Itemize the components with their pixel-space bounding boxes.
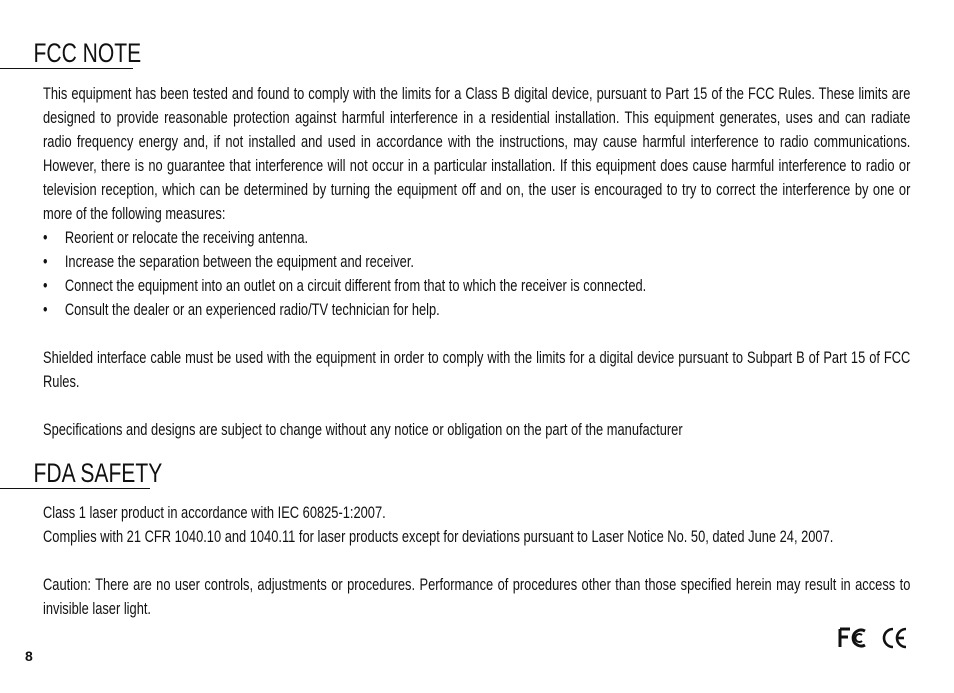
specifications-paragraph: Specifications and designs are subject to change without any notice or obligation on the part of the manufacturer — [43, 421, 683, 439]
laser-class-line: Class 1 laser product in accordance with IEC 60825-1:2007. — [43, 504, 386, 522]
ce-mark-icon — [880, 626, 908, 655]
page-number: 8 — [25, 648, 33, 664]
list-item: • Increase the separation between the equipment and receiver. — [43, 250, 910, 274]
fda-body — [43, 501, 910, 621]
fcc-body — [43, 82, 910, 442]
fda-heading-rule — [0, 458, 163, 489]
shielded-cable-paragraph: Shielded interface cable must be used with the equipment in order to comply with the limits for a digital device pursuant to Subpart B of Part 15 of FCC Rules. — [43, 349, 911, 391]
fcc-logo-icon — [838, 626, 868, 655]
compliance-marks — [838, 626, 908, 655]
caution-paragraph: Caution: There are no user controls, adjustments or procedures. Performance of procedures other than those specified herein may result in access to invisible laser light. — [43, 576, 911, 618]
fda-heading: FDA SAFETY — [33, 458, 163, 488]
fcc-heading: FCC NOTE — [33, 38, 142, 68]
fcc-measures-list — [43, 226, 910, 322]
cfr-compliance-line: Complies with 21 CFR 1040.10 and 1040.11 for laser products except for deviations pursuant to Laser Notice No. 50, dated June 24, 2007. — [43, 528, 834, 546]
list-item: • Reorient or relocate the receiving antenna. — [43, 226, 910, 250]
list-item: • Connect the equipment into an outlet on a circuit different from that to which the receiver is connected. — [43, 274, 910, 298]
list-item: • Consult the dealer or an experienced radio/TV technician for help. — [43, 298, 910, 322]
fcc-heading-rule — [0, 38, 142, 69]
fcc-intro-paragraph: This equipment has been tested and found to comply with the limits for a Class B digital device, pursuant to Part 15 of the FCC Rules. These limits are designed to provide reasonable protection against harmful interference in a residential installation. This equipment generates, uses and can radiate radio frequency energy and, if not installed and used in accordance with the instructions, may cause harmful interference to radio communications. However, there is no guarantee that interference will not occur in a particular installation. If this equipment does cause harmful interference to radio or television reception, which can be determined by turning the equipment off and on, the user is encouraged to try to correct the interference by one or more of the following measures: — [43, 85, 911, 223]
